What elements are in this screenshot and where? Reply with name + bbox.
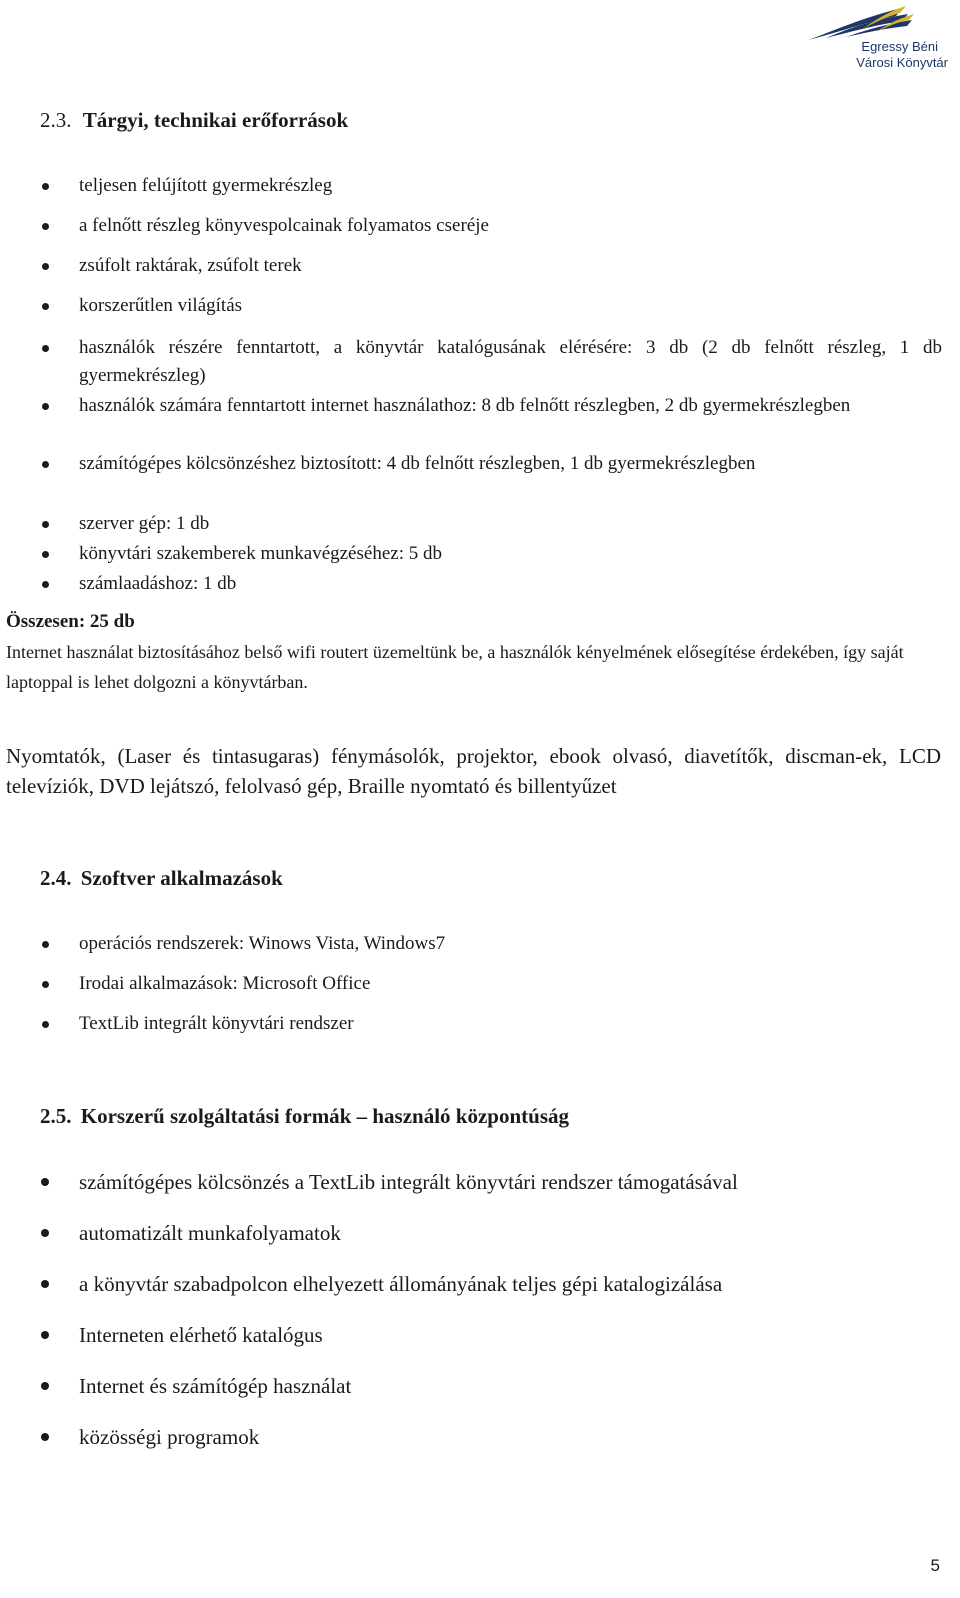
list-item: zsúfolt raktárak, zsúfolt terek (79, 252, 942, 280)
list-item: számítógépes kölcsönzéshez biztosított: 4 db felnőtt részlegben, 1 db gyermekrészlegben (79, 450, 942, 478)
bullet-icon (41, 1280, 49, 1288)
wifi-paragraph: Internet használat biztosításához belső wifi routert üzemeltünk be, a használók kényelmének elősegítése érdekében, így saját laptoppal is lehet dolgozni a könyvtárban. (6, 642, 904, 692)
list-item: közösségi programok (79, 1423, 942, 1451)
list-item: automatizált munkafolyamatok (79, 1219, 942, 1247)
section-2-5-heading (40, 1104, 569, 1129)
bullet-icon (42, 941, 49, 948)
devices-paragraph: Nyomtatók, (Laser és tintasugaras) fénymásolók, projektor, ebook olvasó, diavetítők, discman-ek, LCD televíziók, DVD lejátszó, felolvasó gép, Braille nyomtató és billentyűzet (6, 744, 941, 798)
page-number: 5 (930, 1556, 940, 1575)
section-title: Szoftver alkalmazások (80, 866, 283, 890)
section-2-3-heading (40, 108, 348, 133)
section-2-4-heading (40, 866, 283, 891)
bullet-icon (41, 1178, 49, 1186)
bullet-icon (41, 1229, 49, 1237)
bullet-icon (42, 981, 49, 988)
bullet-icon (42, 263, 49, 270)
bullet-icon (42, 551, 49, 558)
section-number: 2.3. (40, 108, 72, 132)
section-number: 2.4. (40, 866, 72, 890)
list-item: számítógépes kölcsönzés a TextLib integrált könyvtári rendszer támogatásával (79, 1168, 942, 1196)
bullet-icon (42, 521, 49, 528)
list-item: Irodai alkalmazások: Microsoft Office (79, 970, 942, 998)
list-item: TextLib integrált könyvtári rendszer (79, 1010, 942, 1038)
list-item: operációs rendszerek: Winows Vista, Windows7 (79, 930, 942, 958)
book-wing-icon (806, 4, 956, 44)
list-item: Internet és számítógép használat (79, 1372, 942, 1400)
bullet-icon (42, 303, 49, 310)
list-item: a könyvtár szabadpolcon elhelyezett állományának teljes gépi katalogizálása (79, 1270, 942, 1298)
list-item: számlaadáshoz: 1 db (79, 570, 942, 598)
library-logo (806, 4, 956, 70)
bullet-icon (41, 1382, 49, 1390)
list-item: használók részére fenntartott, a könyvtár katalógusának elérésére: 3 db (2 db felnőtt részleg, 1 db gyermekrészleg) (79, 334, 942, 390)
bullet-icon (42, 403, 49, 410)
bullet-icon (42, 581, 49, 588)
bullet-icon (41, 1331, 49, 1339)
bullet-icon (42, 461, 49, 468)
list-item: korszerűtlen világítás (79, 292, 942, 320)
section-title: Korszerű szolgáltatási formák – használó központúság (80, 1104, 569, 1128)
total-count: Összesen: 25 db (6, 611, 135, 632)
list-item: szerver gép: 1 db (79, 510, 942, 538)
section-title: Tárgyi, technikai erőforrások (82, 108, 349, 132)
bullet-icon (42, 183, 49, 190)
list-item: könyvtári szakemberek munkavégzéséhez: 5 db (79, 540, 942, 568)
bullet-icon (42, 345, 49, 352)
list-item: használók számára fenntartott internet használathoz: 8 db felnőtt részlegben, 2 db gyermekrészlegben (79, 392, 942, 420)
bullet-icon (42, 223, 49, 230)
bullet-icon (41, 1433, 49, 1441)
list-item: a felnőtt részleg könyvespolcainak folyamatos cseréje (79, 212, 942, 240)
list-item: teljesen felújított gyermekrészleg (79, 172, 942, 200)
section-number: 2.5. (40, 1104, 72, 1128)
logo-line-2: Városi Könyvtár (856, 55, 948, 70)
bullet-icon (42, 1021, 49, 1028)
logo-line-1: Egressy Béni (861, 39, 938, 54)
list-item: Interneten elérhető katalógus (79, 1321, 942, 1349)
